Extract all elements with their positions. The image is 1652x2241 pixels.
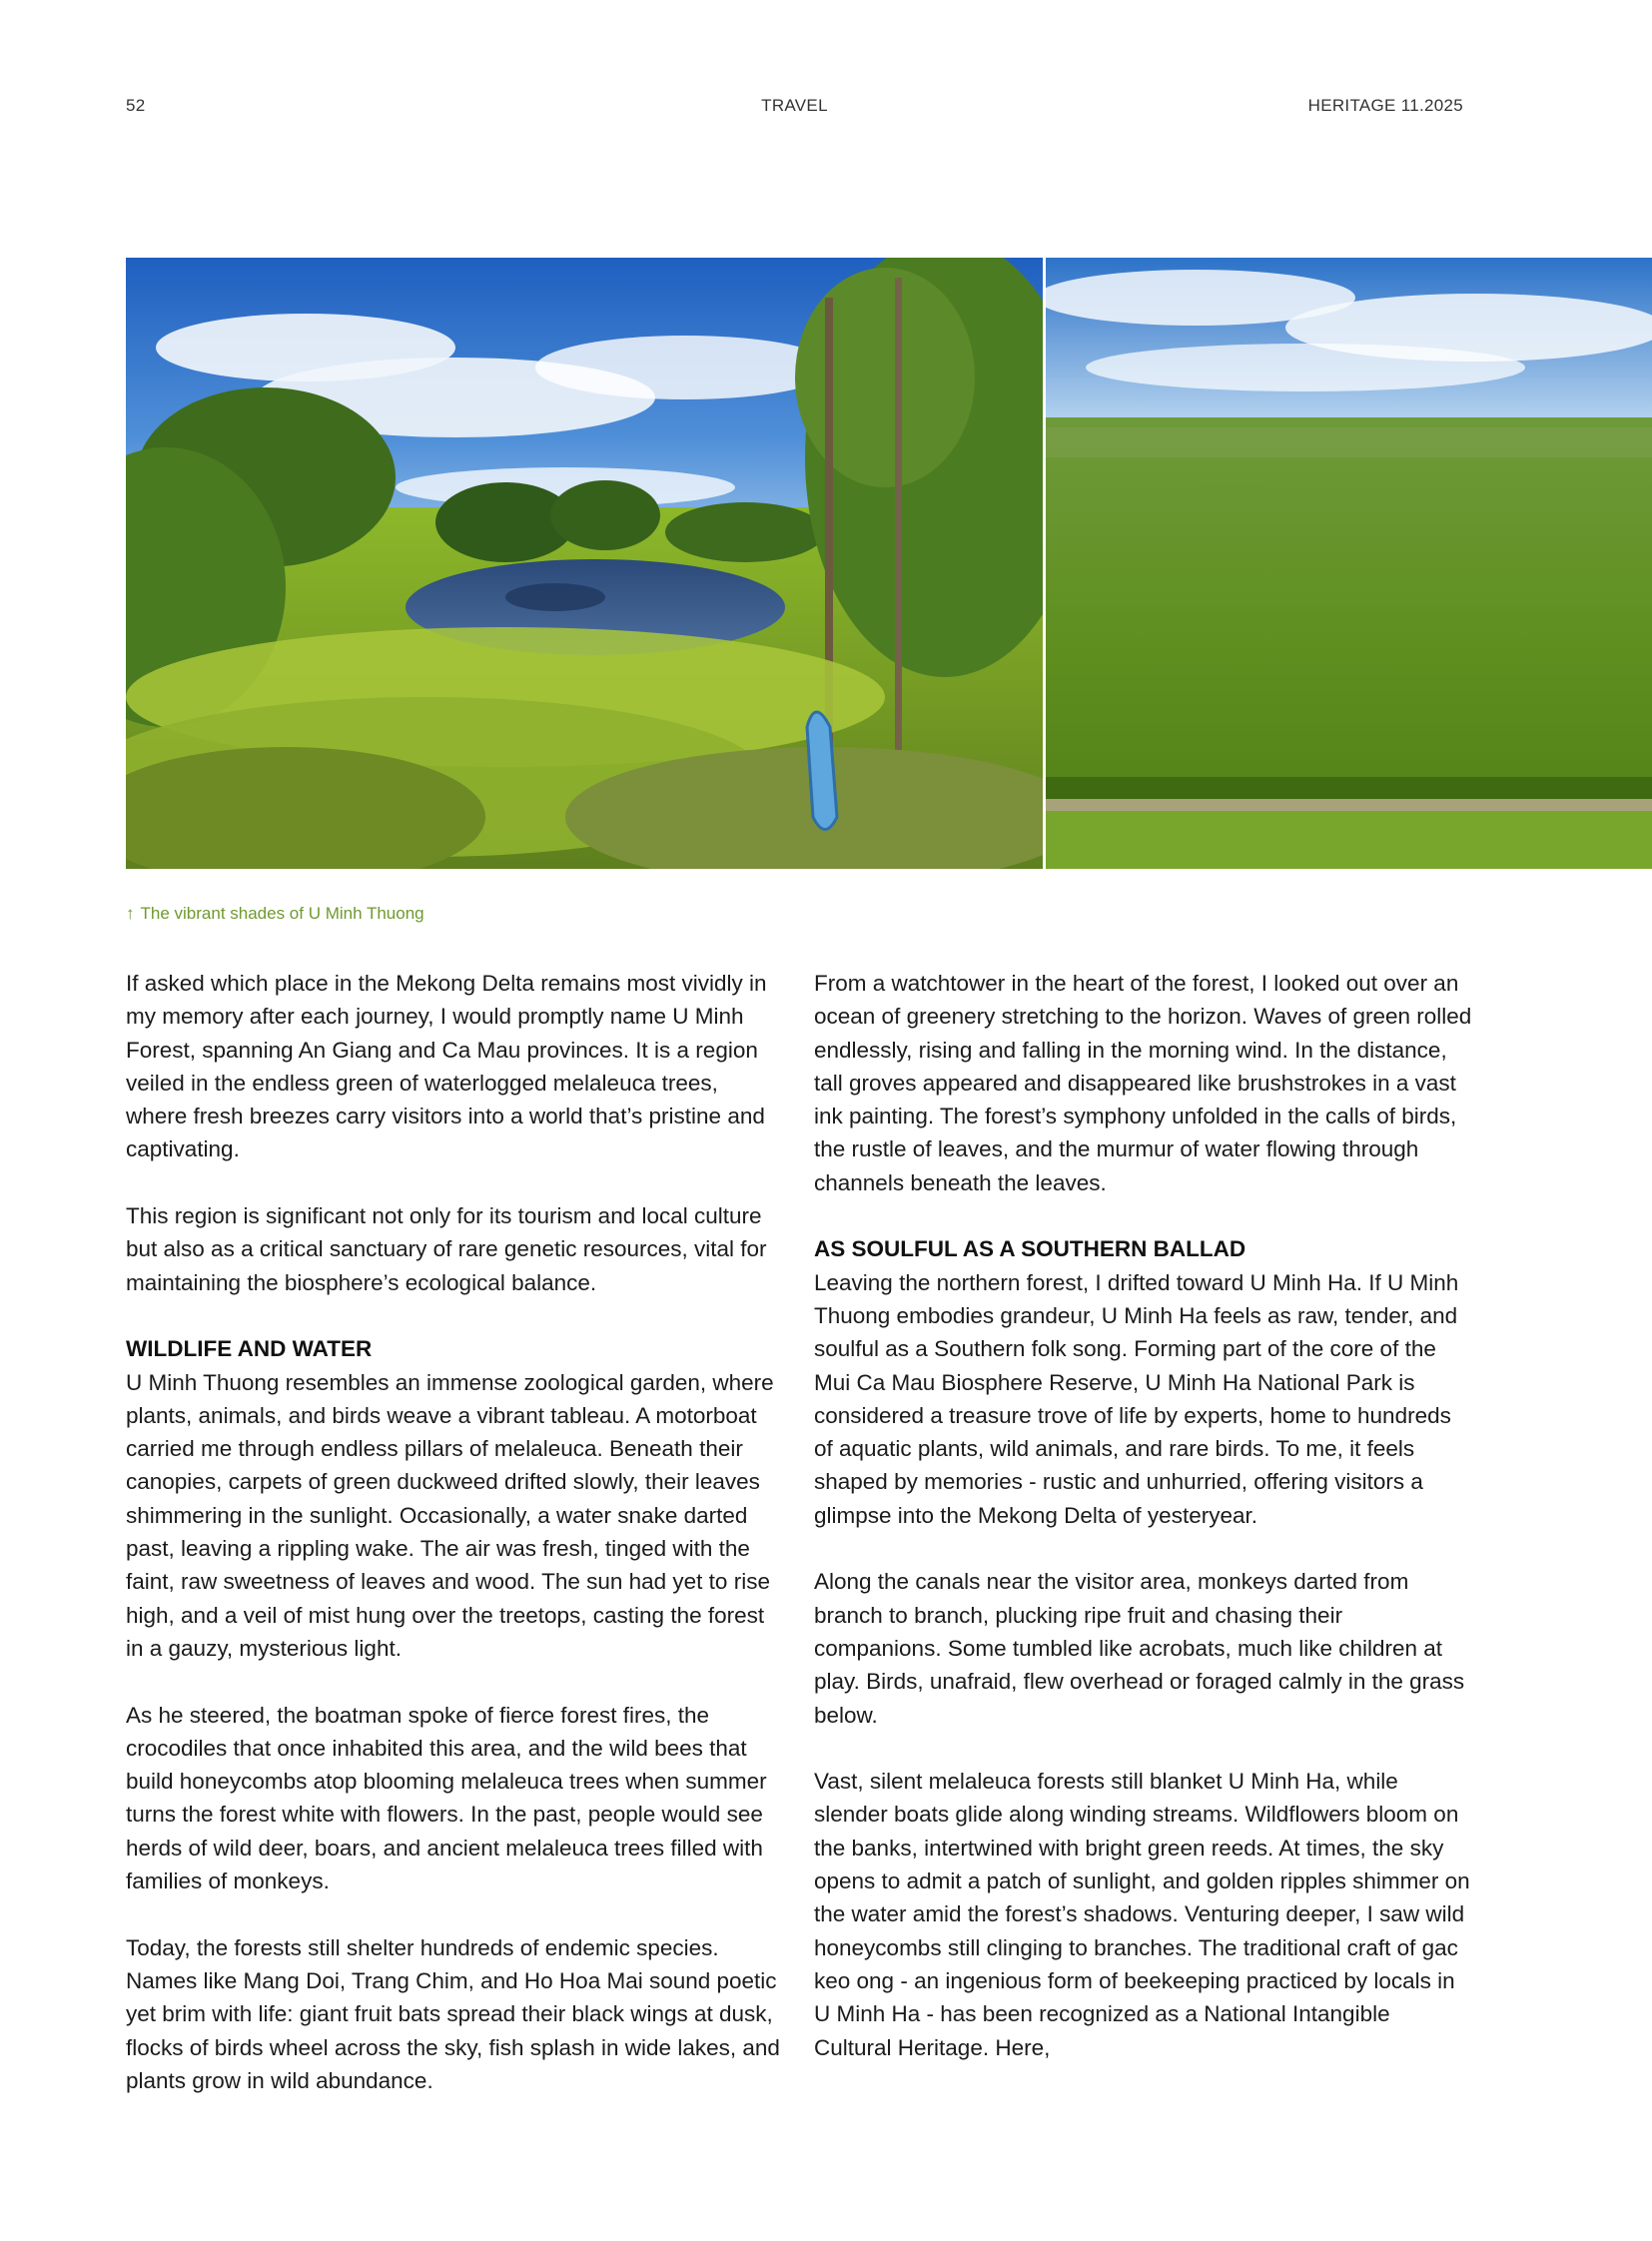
page-header <box>126 96 1463 120</box>
paragraph: If asked which place in the Mekong Delta remains most vividly in my memory after each journey, I would promptly name U Minh Forest, spanning An Giang and Ca Mau provinces. It is a region veiled in the endless green of waterlogged melaleuca trees, where fresh breezes carry visitors into a world that’s pristine and captivating. <box>126 971 767 1162</box>
caption-text: The vibrant shades of U Minh Thuong <box>140 904 424 923</box>
section-label: TRAVEL <box>761 96 828 115</box>
paragraph: From a watchtower in the heart of the forest, I looked out over an ocean of greenery stretching to the horizon. Waves of green rolled endlessly, rising and falling in the morning wind. In the distance, tall groves appeared and disappeared like brushstrokes in a vast ink painting. The forest’s symphony unfolded in the calls of birds, the rustle of leaves, and the murmur of water flowing through channels beneath the leaves. <box>814 971 1472 1195</box>
wetland-pond-photo <box>126 258 1043 869</box>
paragraph: Vast, silent melaleuca forests still blanket U Minh Ha, while slender boats glide along winding streams. Wildflowers bloom on the banks, intertwined with bright green reeds. At times, the sky opens to admit a patch of sunlight, and golden ripples shimmer on the water amid the forest’s shadows. Venturing deeper, I saw wild honeycombs still clinging to branches. The traditional craft of gac keo ong - an ingenious form of beekeeping practiced by locals in U Minh Ha - has been recognized as a National Intangible Cultural Heritage. Here, <box>814 1769 1470 2060</box>
forest-aerial-illustration <box>1046 258 1652 869</box>
paragraph: Leaving the northern forest, I drifted toward U Minh Ha. If U Minh Thuong embodies grandeur, U Minh Ha feels as raw, tender, and soulful as a Southern folk song. Forming part of the core of the Mui Ca Mau Biosphere Reserve, U Minh Ha National Park is considered a treasure trove of life by experts, home to hundreds of aquatic plants, wild animals, and rare birds. To me, it feels shaped by memories - rustic and unhurried, offering visitors a glimpse into the Mekong Delta of yesteryear. <box>814 1269 1459 1528</box>
section-heading: WILDLIFE AND WATER <box>126 1336 373 1362</box>
arrow-up-icon: ↑ <box>126 904 135 923</box>
paragraph: As he steered, the boatman spoke of fierce forest fires, the crocodiles that once inhabited this area, and the wild bees that build honeycombs atop blooming melaleuca trees when summer turns the forest white with flowers. In the past, people would see herds of wild deer, boars, and ancient melaleuca trees filled with families of monkeys. <box>126 1702 767 1894</box>
paragraph: Along the canals near the visitor area, monkeys darted from branch to branch, plucking ripe fruit and chasing their companions. Some tumbled like acrobats, much like children at play. Birds, unafraid, flew overhead or foraged calmly in the grass below. <box>814 1569 1465 1728</box>
article-column-right <box>814 967 1473 2097</box>
paragraph: This region is significant not only for its tourism and local culture but also as a critical sanctuary of rare genetic resources, vital for maintaining the biosphere’s ecological balance. <box>126 1203 767 1295</box>
photo-spread <box>126 258 1652 869</box>
page-number: 52 <box>126 96 146 115</box>
paragraph: U Minh Thuong resembles an immense zoological garden, where plants, animals, and birds weave a vibrant tableau. A motorboat carried me through endless pillars of melaleuca. Beneath their canopies, carpets of green duckweed drifted slowly, their leaves shimmering in the sunlight. Occasionally, a water snake darted past, leaving a rippling wake. The air was fresh, tinged with the faint, raw sweetness of leaves and wood. The sun had yet to rise high, and a veil of mist hung over the treetops, casting the forest in a gauzy, mysterious light. <box>126 1369 774 1661</box>
paragraph: Today, the forests still shelter hundreds of endemic species. Names like Mang Doi, Trang Chim, and Ho Hoa Mai sound poetic yet brim with life: giant fruit bats spread their black wings at dusk, flocks of birds wheel across the sky, fish splash in wide lakes, and plants grow in wild abundance. <box>126 1934 780 2093</box>
photo-caption <box>126 904 424 924</box>
section-heading: AS SOULFUL AS A SOUTHERN BALLAD <box>814 1236 1246 1262</box>
forest-aerial-photo <box>1046 258 1652 869</box>
issue-label: HERITAGE 11.2025 <box>1307 96 1463 115</box>
article-column-left <box>126 967 785 2130</box>
wetland-pond-illustration <box>126 258 1043 869</box>
